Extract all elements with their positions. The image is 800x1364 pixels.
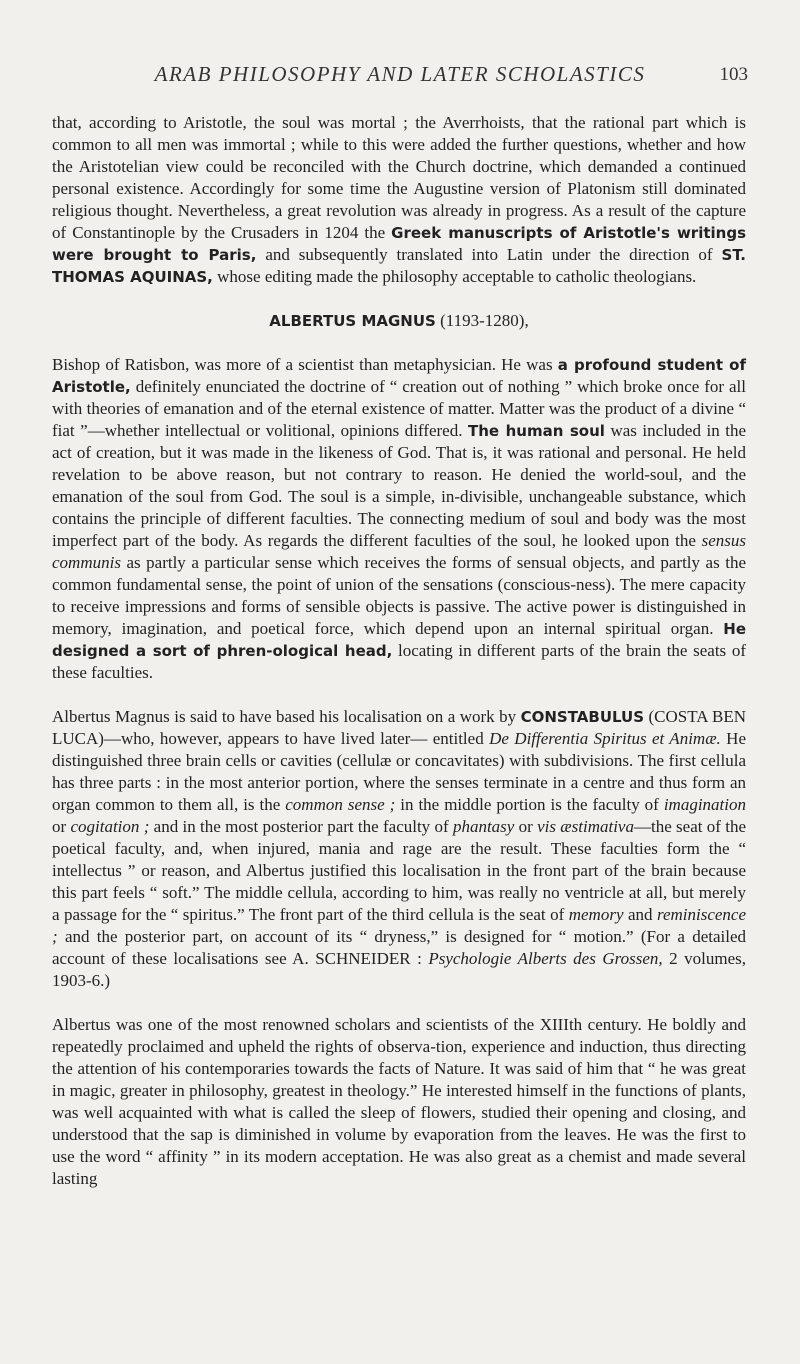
heading-name: ALBERTUS MAGNUS — [269, 312, 436, 330]
text-run: in the middle portion is the faculty of — [395, 795, 664, 814]
emphasis-italic: De Differentia Spiritus et Animæ. — [489, 729, 721, 748]
text-run: or — [514, 817, 538, 836]
text-run: (COSTA BEN LUCA)—who, however, appears to have lived later— entitled — [52, 707, 747, 748]
text-run: was included in the act of creation, but it was made in the likeness of God. That is, it was rational and personal. He held revelation to be above reason, but not contrary to reason. He denied the world-soul, and the emanation of the soul from God. The soul is a simple, in-divisible, unchangeable substance, which contains the principle of different faculties. The connecting medium of soul and body was the most imperfect part of the body. As regards the different faculties of the soul, he looked upon the — [52, 421, 746, 550]
emphasis-bold: Greek manuscripts of Aristotle's writings were brought to Paris, — [52, 224, 746, 264]
page-body — [52, 112, 746, 1190]
text-run: locating in different parts of the brain the seats of these faculties. — [52, 641, 746, 682]
emphasis-italic: sensus communis — [52, 531, 746, 572]
emphasis-italic: cogitation ; — [70, 817, 150, 836]
emphasis-bold: The human soul — [468, 422, 605, 440]
emphasis-italic: Psychologie Alberts des Grossen, — [428, 949, 663, 968]
emphasis-italic: vis æstimativa — [537, 817, 634, 836]
section-heading — [52, 310, 746, 332]
heading-dates: (1193-1280), — [435, 311, 529, 330]
text-run: —the seat of the poetical faculty, and, when injured, mania and rage are the result. These faculties form the “ intellectus ” or reason, and Albertus justified this localisation in the front part of the brain because this part feels “ soft.” The middle cellula, according to him, was really no ventricle at all, but merely a passage for the “ spiritus.” The front part of the third cellula is the seat of — [52, 817, 746, 924]
emphasis-bold: He designed a sort of phren-ological head, — [52, 620, 746, 660]
text-run: that, according to Aristotle, the soul was mortal ; the Averrhoists, that the rational part which is common to all men was immortal ; while to this were added the further questions, whether and how the Aristotelian view could be reconciled with the Church doctrine, which demanded a continued personal existence. Accordingly for some time the Augustine version of Platonism still dominated religious thought. Nevertheless, a great revolution was already in progress. As a result of the capture of Constantinople by the Crusaders in 1204 the — [52, 113, 746, 242]
text-run: and subsequently translated into Latin under the direction of — [256, 245, 722, 264]
emphasis-italic: reminiscence ; — [52, 905, 747, 946]
text-run: Albertus Magnus is said to have based his localisation on a work by — [52, 707, 521, 726]
emphasis-italic: phantasy — [452, 817, 515, 836]
emphasis-bold: a profound student of Aristotle, — [52, 356, 746, 396]
page-number: 103 — [719, 64, 748, 85]
text-run: as partly a particular sense which receives the forms of sensual objects, and partly as the common fundamental sense, the point of union of the sensations (conscious-ness). The mere capacity to receive impressions and forms of sensible objects is passive. The active power is distinguished in memory, imagination, and poetical force, which depend upon an internal spiritual organ. — [52, 553, 746, 638]
emphasis-italic: imagination — [663, 795, 746, 814]
paragraph-3 — [52, 706, 746, 992]
text-run: and — [623, 905, 657, 924]
text-run: and the posterior part, on account of its “ dryness,” is designed for “ motion.” (For a detailed account of these localisations see A. SCHNEIDER : — [52, 927, 746, 968]
text-run: Bishop of Ratisbon, was more of a scientist than metaphysician. He was — [52, 355, 558, 374]
paragraph-1 — [52, 112, 746, 288]
emphasis-bold: ST. THOMAS AQUINAS, — [52, 246, 746, 286]
text-run: 2 volumes, 1903-6.) — [52, 949, 746, 990]
text-run: whose editing made the philosophy acceptable to catholic theologians. — [212, 267, 697, 286]
text-run: definitely enunciated the doctrine of “ creation out of nothing ” which broke once for all with theories of emanation and of the eternal existence of matter. Matter was the product of a divine “ fiat ”—whether intellectual or volitional, opinions differed. — [52, 377, 746, 440]
text-run: or — [52, 817, 71, 836]
paragraph-2 — [52, 354, 746, 684]
emphasis-italic: memory — [568, 905, 624, 924]
paragraph-4: Albertus was one of the most renowned scholars and scientists of the XIIIth century. He boldly and repeatedly proclaimed and upheld the rights of observa-tion, experience and induction, thus directing the attention of his contemporaries towards the facts of Nature. It was said of him that “ he was great in magic, greater in philosophy, greatest in theology.” He interested himself in the functions of plants, was well acquainted with what is called the sleep of flowers, studied their opening and closing, and understood that the sap is diminished in volume by evaporation from the leaves. He was the first to use the word “ affinity ” in its modern acceptation. He was also great as a chemist and made several lasting — [52, 1015, 746, 1188]
text-run: and in the most posterior part the faculty of — [149, 817, 453, 836]
running-head: ARAB PHILOSOPHY AND LATER SCHOLASTICS — [154, 62, 646, 86]
emphasis-italic: common sense ; — [285, 795, 396, 814]
emphasis-bold: CONSTABULUS — [520, 708, 645, 726]
text-run: He distinguished three brain cells or cavities (cellulæ or concavitates) with subdivisions. The first cellula has three parts : in the most anterior portion, where the senses terminate in a centre and thus form an organ common to them all, is the — [52, 729, 746, 814]
